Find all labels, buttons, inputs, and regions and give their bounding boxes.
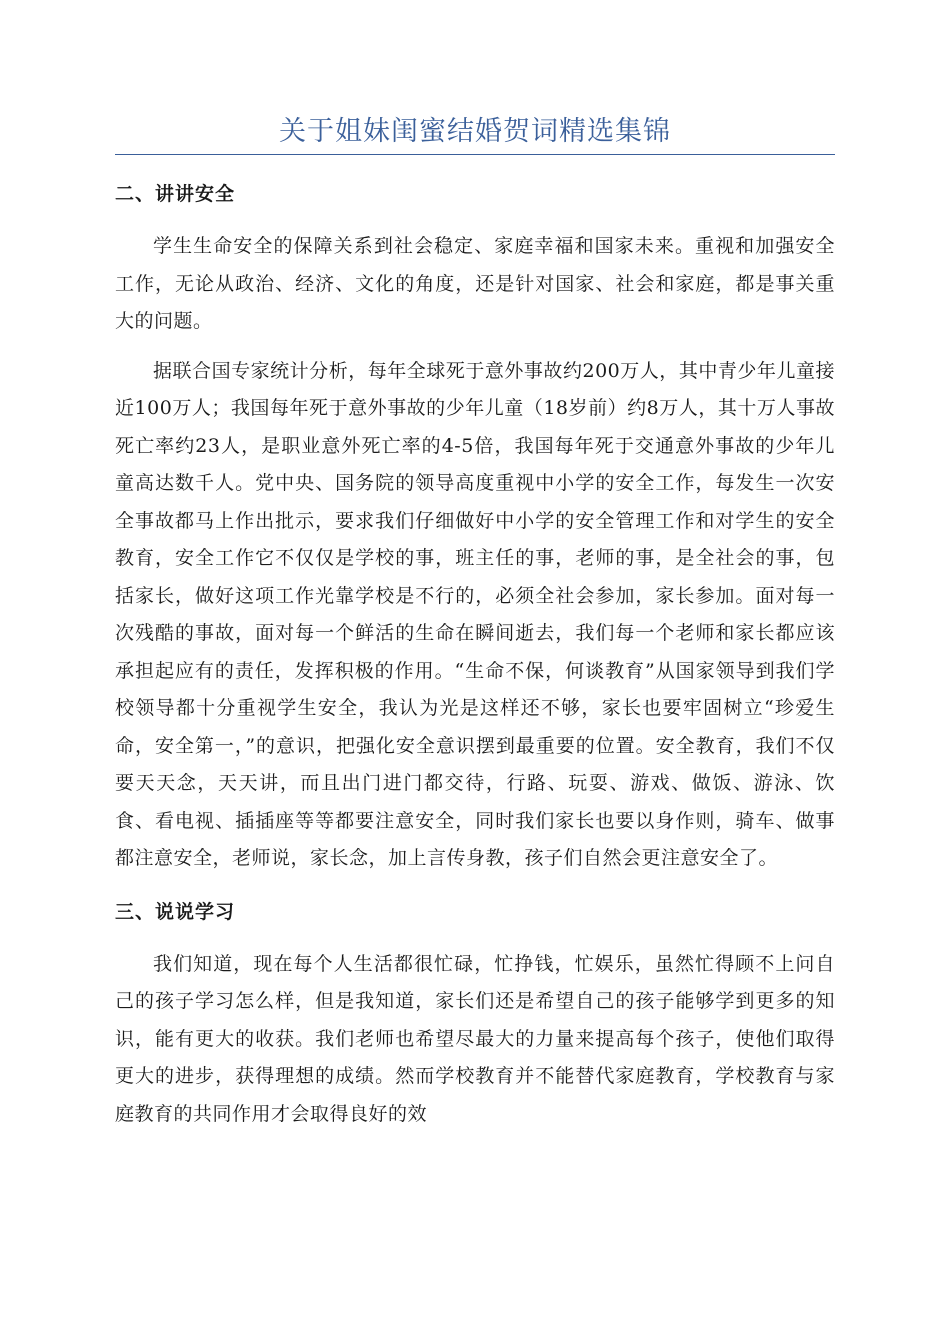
- document-title: 关于姐妹闺蜜结婚贺词精选集锦: [279, 116, 671, 147]
- paragraph: 学生生命安全的保障关系到社会稳定、家庭幸福和国家未来。重视和加强安全工作，无论从政治、经济、文化的角度，还是针对国家、社会和家庭，都是事关重大的问题。: [115, 235, 835, 332]
- section-study: [115, 890, 835, 1134]
- title-underline: [115, 154, 835, 155]
- paragraph: 据联合国专家统计分析，每年全球死于意外事故约200万人，其中青少年儿童接近100万人；我国每年死于意外事故的少年儿童（18岁前）约8万人，其十万人事故死亡率约23人，是职业意外死亡率的4-5倍，我国每年死于交通意外事故的少年儿童高达数千人。党中央、国务院的领导高度重视中小学的安全工作，每发生一次安全事故都马上作出批示，要求我们仔细做好中小学的安全管理工作和对学生的安全教育，安全工作它不仅仅是学校的事，班主任的事，老师的事，是全社会的事，包括家长，做好这项工作光靠学校是不行的，必须全社会参加，家长参加。面对每一次残酷的事故，面对每一个鲜活的生命在瞬间逝去，我们每一个老师和家长都应该承担起应有的责任，发挥积极的作用。“生命不保，何谈教育”从国家领导到我们学校领导都十分重视学生安全，我认为光是这样还不够，家长也要牢固树立“珍爱生命，安全第一，”的意识，把强化安全意识摆到最重要的位置。安全教育，我们不仅要天天念，天天讲，而且出门进门都交待，行路、玩耍、游戏、做饭、游泳、饮食、看电视、插插座等等都要注意安全，同时我们家长也要以身作则，骑车、做事都注意安全，老师说，家长念，加上言传身教，孩子们自然会更注意安全了。: [115, 359, 835, 869]
- section-safety: [115, 172, 835, 878]
- section-heading: 二、讲讲安全: [115, 183, 236, 205]
- document-body: [115, 172, 835, 1145]
- paragraph: 我们知道，现在每个人生活都很忙碌，忙挣钱，忙娱乐，虽然忙得顾不上问自己的孩子学习怎么样，但是我知道，家长们还是希望自己的孩子能够学到更多的知识，能有更大的收获。我们老师也希望尽最大的力量来提高每个孩子，使他们取得更大的进步，获得理想的成绩。然而学校教育并不能替代家庭教育，学校教育与家庭教育的共同作用才会取得良好的效: [115, 952, 835, 1125]
- section-heading: 三、说说学习: [115, 900, 236, 923]
